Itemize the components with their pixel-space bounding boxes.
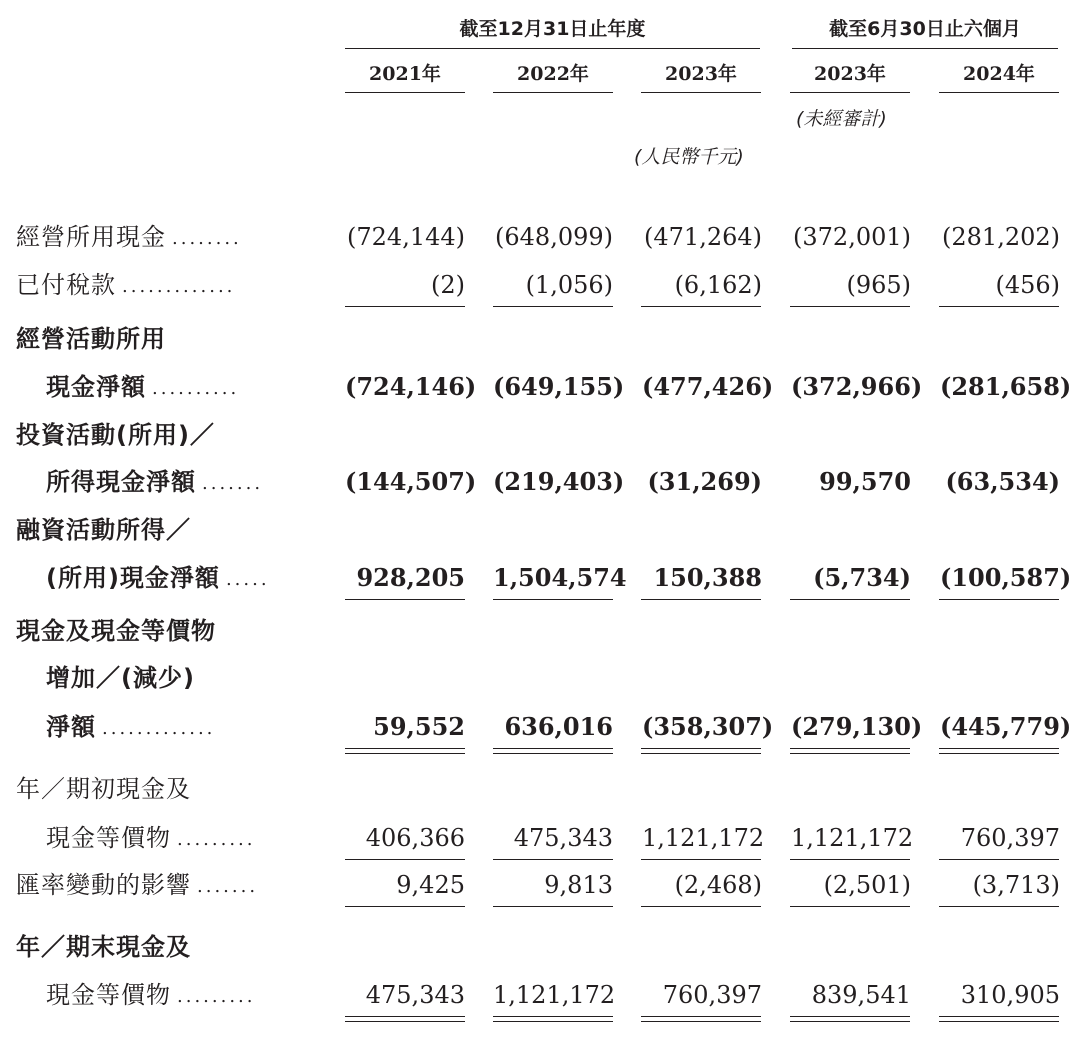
- underline: [641, 599, 761, 600]
- underline: [493, 599, 613, 600]
- double-underline: [641, 748, 761, 749]
- cell-value: (1,056): [525, 271, 613, 299]
- underline: [939, 906, 1059, 907]
- leader-dots: .............: [102, 718, 216, 739]
- cell-value: (445,779): [940, 712, 1072, 741]
- double-underline: [939, 748, 1059, 749]
- underline: [641, 859, 761, 860]
- double-underline: [939, 753, 1059, 754]
- double-underline: [345, 1016, 465, 1017]
- double-underline: [345, 753, 465, 754]
- cell-value: (100,587): [940, 563, 1072, 592]
- underline: [790, 906, 910, 907]
- cell-value: (281,202): [942, 223, 1060, 251]
- underline: [345, 906, 465, 907]
- double-underline: [493, 1021, 613, 1022]
- leader-dots: .........: [177, 986, 256, 1007]
- cell-value: 475,343: [365, 981, 465, 1009]
- note-unaudited: (未經審計): [796, 108, 887, 130]
- cell-value: (6,162): [674, 271, 762, 299]
- double-underline: [641, 753, 761, 754]
- header-half-2023: 2023年: [790, 60, 910, 93]
- cell-value: (219,403): [493, 467, 625, 496]
- double-underline: [790, 1016, 910, 1017]
- cell-value: (31,269): [647, 467, 762, 496]
- underline: [493, 306, 613, 307]
- cell-value: (648,099): [495, 223, 613, 251]
- underline: [939, 306, 1059, 307]
- underline: [790, 859, 910, 860]
- double-underline: [493, 748, 613, 749]
- header-year-2022: 2022年: [493, 60, 613, 93]
- underline: [641, 906, 761, 907]
- leader-dots: .......: [202, 473, 264, 494]
- cell-value: (63,534): [945, 467, 1060, 496]
- cell-value: (3,713): [972, 871, 1060, 899]
- row-label: 現金等價物: [46, 824, 171, 852]
- cell-value: (279,130): [791, 712, 923, 741]
- underline: [641, 306, 761, 307]
- header-half-2024: 2024年: [939, 60, 1059, 93]
- cell-value: (477,426): [642, 372, 774, 401]
- cell-value: 636,016: [504, 712, 613, 741]
- double-underline: [790, 753, 910, 754]
- cell-value: (5,734): [813, 563, 911, 592]
- leader-dots: .........: [177, 829, 256, 850]
- underline: [345, 859, 465, 860]
- cell-value: 9,813: [544, 871, 613, 899]
- row-label: 經營活動所用: [16, 325, 166, 353]
- underline: [939, 859, 1059, 860]
- row-label: 年／期末現金及: [16, 933, 191, 961]
- cell-value: (965): [846, 271, 911, 299]
- row-label: 投資活動(所用)／: [16, 421, 215, 449]
- row-label: 現金淨額: [46, 373, 146, 401]
- leader-dots: .......: [197, 876, 259, 897]
- cell-value: 839,541: [811, 981, 911, 1009]
- double-underline: [641, 1016, 761, 1017]
- underline: [345, 599, 465, 600]
- leader-dots: .............: [122, 276, 236, 297]
- cell-value: 59,552: [373, 712, 465, 741]
- double-underline: [641, 1021, 761, 1022]
- cell-value: (456): [995, 271, 1060, 299]
- double-underline: [345, 748, 465, 749]
- cell-value: 9,425: [396, 871, 465, 899]
- cell-value: (358,307): [642, 712, 774, 741]
- cell-value: 1,504,574: [493, 563, 627, 592]
- header-year-2023: 2023年: [641, 60, 761, 93]
- row-label: 淨額: [46, 713, 96, 741]
- cell-value: (2,501): [823, 871, 911, 899]
- underline: [790, 306, 910, 307]
- row-label: 已付稅款: [16, 271, 116, 299]
- underline: [939, 599, 1059, 600]
- row-label: 現金及現金等價物: [16, 617, 216, 645]
- cell-value: 475,343: [513, 824, 613, 852]
- cell-value: (724,146): [345, 372, 477, 401]
- double-underline: [939, 1021, 1059, 1022]
- row-label: (所用)現金淨額: [46, 564, 220, 592]
- double-underline: [939, 1016, 1059, 1017]
- row-label: 年／期初現金及: [16, 775, 191, 803]
- cell-value: 760,397: [662, 981, 762, 1009]
- cell-value: 99,570: [819, 467, 911, 496]
- row-label: 匯率變動的影響: [16, 871, 191, 899]
- cell-value: (372,001): [793, 223, 911, 251]
- cell-value: 1,121,172: [791, 824, 914, 852]
- cell-value: (281,658): [940, 372, 1072, 401]
- cell-value: 928,205: [356, 563, 465, 592]
- cell-value: 406,366: [365, 824, 465, 852]
- double-underline: [493, 1016, 613, 1017]
- note-unit: (人民幣千元): [634, 146, 744, 168]
- header-year-2021: 2021年: [345, 60, 465, 93]
- row-label: 經營所用現金: [16, 223, 166, 251]
- header-period-year-ended: 截至12月31日止年度: [345, 14, 760, 49]
- cell-value: (471,264): [644, 223, 762, 251]
- underline: [493, 859, 613, 860]
- double-underline: [345, 1021, 465, 1022]
- cell-value: (2): [431, 271, 465, 299]
- cell-value: 310,905: [960, 981, 1060, 1009]
- underline: [790, 599, 910, 600]
- leader-dots: ..........: [152, 378, 240, 399]
- underline: [493, 906, 613, 907]
- cell-value: (724,144): [347, 223, 465, 251]
- cell-value: 760,397: [960, 824, 1060, 852]
- double-underline: [493, 753, 613, 754]
- leader-dots: ........: [172, 228, 242, 249]
- cell-value: 1,121,172: [493, 981, 616, 1009]
- cell-value: (144,507): [345, 467, 477, 496]
- row-label: 增加／(減少): [46, 664, 195, 692]
- row-label: 現金等價物: [46, 981, 171, 1009]
- header-period-six-months: 截至6月30日止六個月: [792, 14, 1058, 49]
- cell-value: (2,468): [674, 871, 762, 899]
- cell-value: 1,121,172: [642, 824, 765, 852]
- double-underline: [790, 748, 910, 749]
- double-underline: [790, 1021, 910, 1022]
- underline: [345, 306, 465, 307]
- cell-value: (649,155): [493, 372, 625, 401]
- row-label: 所得現金淨額: [46, 468, 196, 496]
- cell-value: 150,388: [653, 563, 762, 592]
- cell-value: (372,966): [791, 372, 923, 401]
- row-label: 融資活動所得／: [16, 516, 191, 544]
- leader-dots: .....: [225, 569, 270, 590]
